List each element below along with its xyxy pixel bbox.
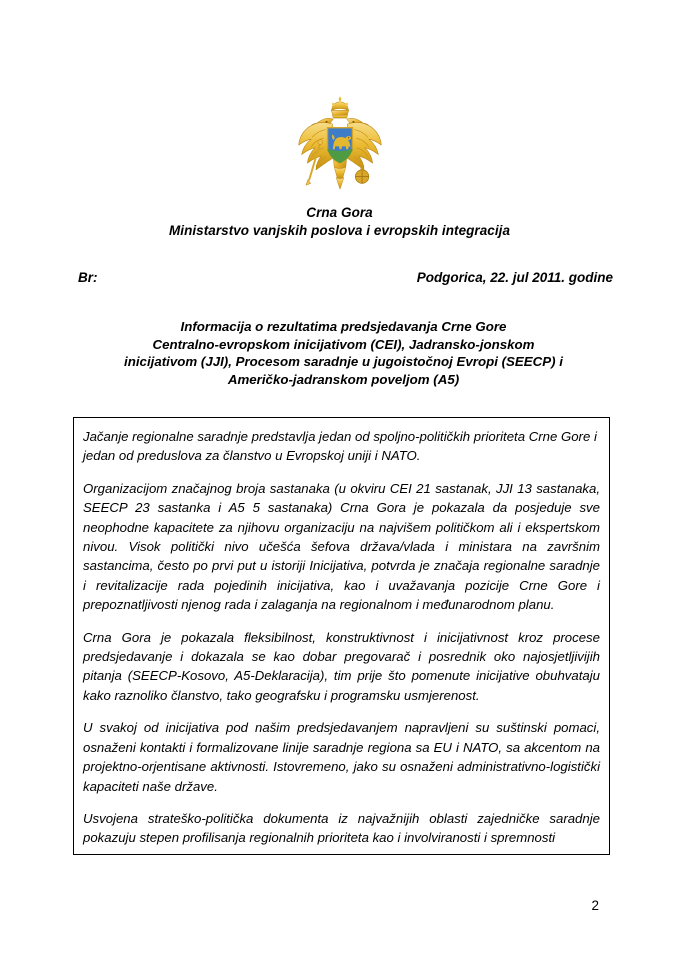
page-title-line-3: inicijativom (JJI), Procesom saradnje u jugoistočnoj Evropi (SEECP) i <box>124 354 563 369</box>
page-title-line-4: Američko-jadranskom poveljom (A5) <box>227 371 460 387</box>
page-title-line-1: Informacija o rezultatima predsjedavanja Crne Gore <box>180 319 507 334</box>
page-number: 2 <box>591 898 599 913</box>
country-name: Crna Gora <box>306 205 373 220</box>
place-and-date: Podgorica, 22. jul 2011. godine <box>416 270 613 285</box>
page-title-line-2: Centralno-evropskom inicijativom (CEI), Jadransko-jonskom <box>152 336 535 352</box>
reference-number-label: Br: <box>78 270 98 285</box>
montenegro-coat-of-arms-icon <box>292 92 388 196</box>
body-paragraph: U svakoj od inicijativa pod našim predsjedavanjem napravljeni su suštinski pomaci, osnaženi kontakti i formalizovane linije saradnje regiona sa EU i NATO, sa akcentom na projektno-orjentisane aktivnosti. Istovremeno, jako su osnaženi administrativno-logistički kapaciteti naše države. <box>83 720 600 794</box>
body-paragraph: Organizacijom značajnog broja sastanaka (u okviru CEI 21 sastanak, JJI 13 sastanaka, SEECP 23 sastanka i A5 5 sastanaka) Crna Gora je pokazala da posjeduje sve neophodne kapacitete za njihovu organizaciju na najvišem političkom ali i ekspertskom nivou. Visok politički nivo učešća šefova država/vlada i ministara na završnim sastancima, često po prvi put u istoriji Inicijativa, potvrda je značaja regionalne saradnje i revitalizacije rada pojedinih inicijativa, kao i uvažavanja pozicije Crne Gore i prepoznatljivosti njenog rada i zalaganja na regionalnom i međunarodnom planu. <box>83 480 600 613</box>
page-title <box>70 318 617 388</box>
body-paragraph: Crna Gora je pokazala fleksibilnost, konstruktivnost i inicijativnost kroz procese predsjedavanje i dokazala se kao dobar pregovarač i posrednik oko najosjetljivijih pitanja (SEECP-Kosovo, A5-Deklaracija), tim prije što pomenute inicijative obuhvataju kako raznoliko članstvo, tako geografsku i programsku usmjerenost. <box>83 629 600 703</box>
body-paragraph: Usvojena strateško-politička dokumenta iz najvažnijih oblasti zajedničke saradnje pokazuju stepen profilisanja regionalnih prioriteta kao i involviranosti i spremnosti <box>83 810 600 846</box>
body-paragraph: Jačanje regionalne saradnje predstavlja jedan od spoljno-političkih prioriteta Crne Gore i jedan od preduslova za članstvo u Evropskoj uniji i NATO. <box>83 429 597 464</box>
orb-icon <box>355 167 368 183</box>
emblem-container <box>0 92 679 196</box>
organization-header <box>0 204 679 240</box>
crown-icon <box>331 96 348 118</box>
document-meta-row <box>78 270 613 290</box>
ministry-name: Ministarstvo vanjskih poslova i evropskih integracija <box>168 223 510 238</box>
body-text-box <box>73 417 610 855</box>
shield-icon <box>327 128 352 164</box>
